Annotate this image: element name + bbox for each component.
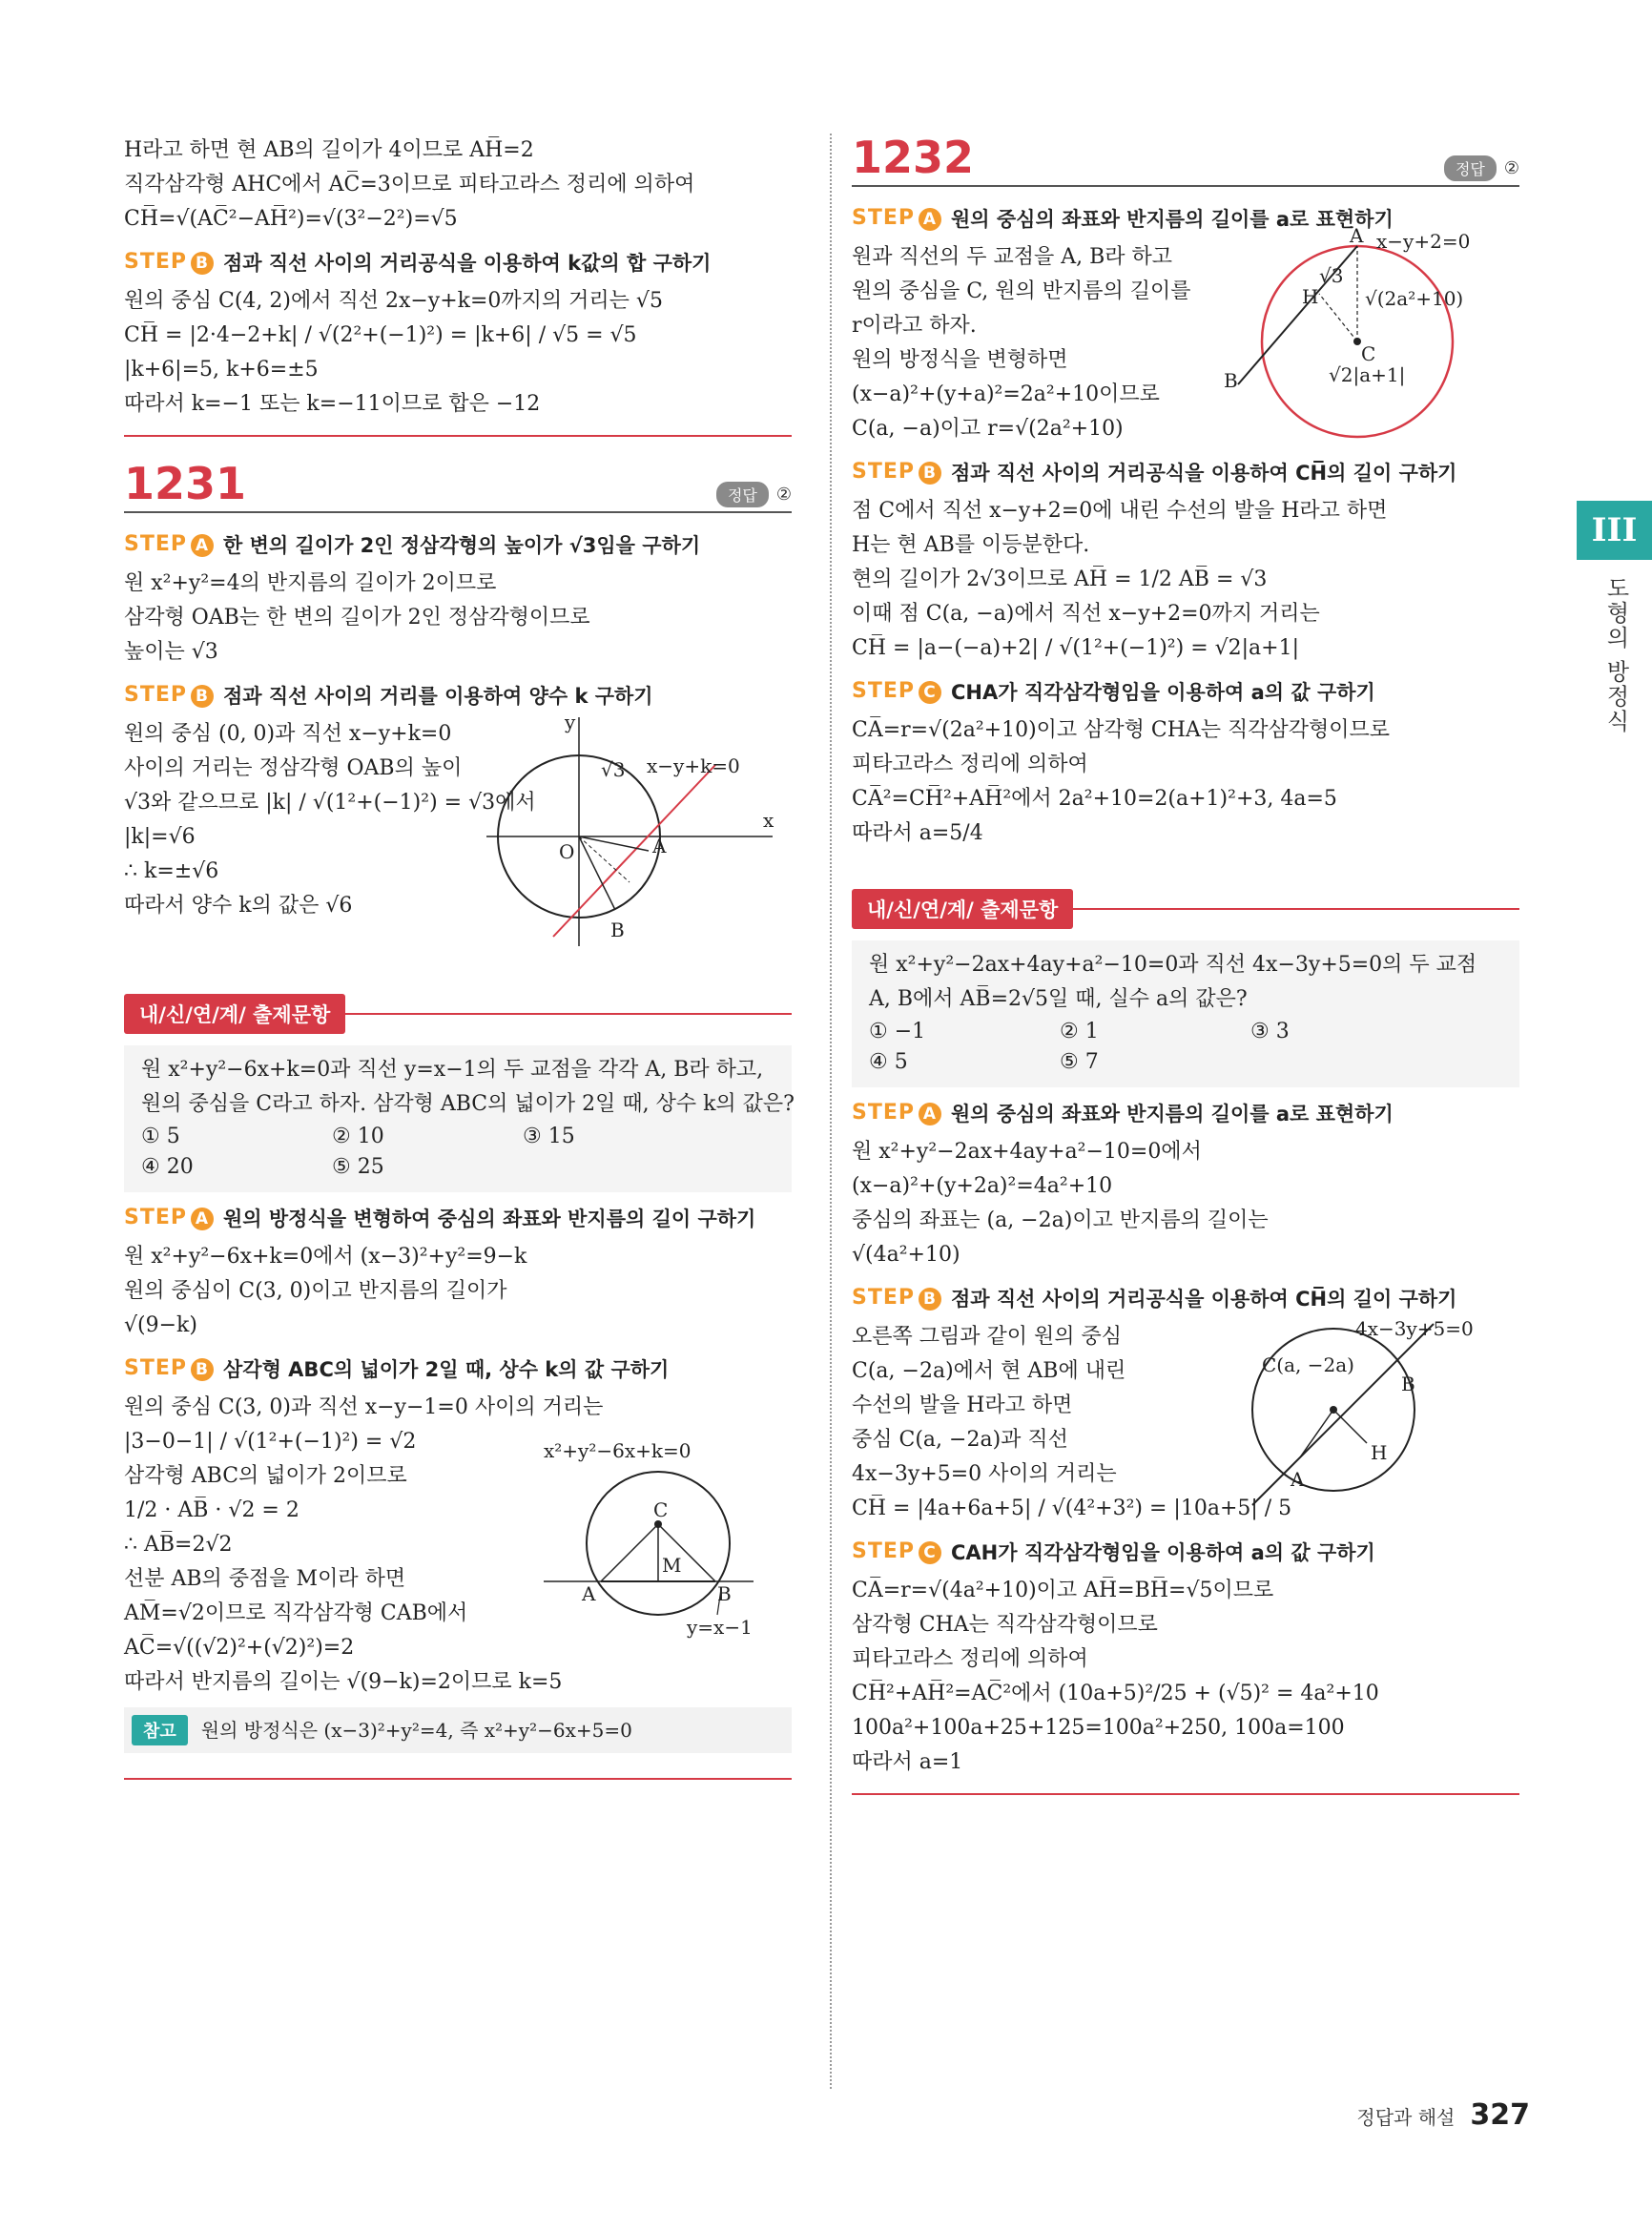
step-label: STEP B <box>852 1286 941 1311</box>
point-c-label: C <box>653 1498 669 1521</box>
answer-value: ② <box>775 485 792 505</box>
text-line: CH̅ = |4a+6a+5| / √(4²+3²) = |10a+5| / 5 <box>852 1497 1292 1520</box>
step-with-figure <box>852 227 1519 446</box>
choice: ① 5 <box>141 1125 180 1148</box>
choice: ① −1 <box>869 1020 926 1043</box>
problem-number: 1232 <box>852 132 975 183</box>
choice: ⑤ 25 <box>332 1155 384 1179</box>
step-badge: A <box>919 208 941 231</box>
segment-ch <box>1319 294 1357 341</box>
step-badge: C <box>919 681 941 704</box>
text-line: CH̅²+AH̅²=AC̅²에서 (10a+5)²/25 + (√5)² = 4a²+10 <box>852 1682 1379 1705</box>
text-line: 삼각형 OAB는 한 변의 길이가 2인 정삼각형이므로 <box>124 606 590 630</box>
choice: ④ 5 <box>869 1050 908 1074</box>
text-line: 원 x²+y²=4의 반지름의 길이가 2이므로 <box>124 571 497 595</box>
step-badge: A <box>191 1208 214 1230</box>
exam-rule <box>345 1013 792 1015</box>
question-line: 원 x²+y²−2ax+4ay+a²−10=0과 직선 4x−3y+5=0의 두 교점 <box>869 953 1477 977</box>
step-header <box>852 1538 1519 1566</box>
step-label: STEP A <box>124 1206 214 1230</box>
step-with-figure <box>852 1317 1519 1526</box>
center-dot <box>1353 338 1361 345</box>
exam-rule <box>1073 908 1519 910</box>
choice: ③ 15 <box>523 1125 575 1148</box>
text-line: 따라서 양수 k의 값은 √6 <box>124 894 353 918</box>
text-line: 원의 중심이 C(3, 0)이고 반지름의 길이가 <box>124 1279 507 1303</box>
step-title: 원의 중심의 좌표와 반지름의 길이를 a로 표현하기 <box>951 208 1394 231</box>
text-line: 100a²+100a+25+125=100a²+250, 100a=100 <box>852 1716 1345 1740</box>
step-badge: A <box>191 534 214 557</box>
text-line: ∴ k=±√6 <box>124 859 219 883</box>
text-line: CH̅ = |2·4−2+k| / √(2²+(−1)²) = |k+6| / √5 = √5 <box>124 323 637 347</box>
line-label: x−y+k=0 <box>647 754 740 777</box>
exam-question <box>124 1045 795 1192</box>
point-b-label: B <box>1224 369 1238 392</box>
point-h-label: H <box>1302 285 1319 308</box>
header-rule <box>124 511 792 513</box>
ah-length-label: √3 <box>1319 264 1344 287</box>
question-line: A, B에서 AB̅=2√5일 때, 실수 a의 값은? <box>869 987 1248 1011</box>
text-line: H라고 하면 현 AB의 길이가 4이므로 AH̅=2 <box>124 138 534 162</box>
text-line: C(a, −2a)에서 현 AB에 내린 <box>852 1359 1126 1383</box>
segment-oa <box>579 836 649 851</box>
figure-circle-exam2 <box>1214 1314 1500 1524</box>
problem-header <box>124 460 792 507</box>
text-line: 따라서 a=5/4 <box>852 821 983 845</box>
step-label: STEP B <box>124 683 214 708</box>
center-dot <box>1330 1406 1337 1414</box>
step-title: 삼각형 ABC의 넓이가 2일 때, 상수 k의 값 구하기 <box>223 1358 670 1381</box>
text-line: r이라고 하자. <box>852 314 977 338</box>
step-header <box>852 677 1519 706</box>
ch-length-label: √2|a+1| <box>1329 363 1406 386</box>
footer-label: 정답과 해설 <box>1356 2106 1456 2129</box>
step-header <box>124 530 792 559</box>
text-line: 직각삼각형 AHC에서 AC̅=3이므로 피타고라스 정리에 의하여 <box>124 173 695 196</box>
text-line: |3−0−1| / √(1²+(−1)²) = √2 <box>124 1430 417 1454</box>
step-badge: B <box>191 685 214 708</box>
exam-tag: 내/신/연/계/ 출제문항 <box>852 889 1073 929</box>
choices <box>141 1122 780 1183</box>
step-title: 원의 방정식을 변형하여 중심의 좌표와 반지름의 길이 구하기 <box>223 1208 756 1230</box>
point-a-label: A <box>652 835 667 857</box>
x-axis-label: x <box>763 809 774 832</box>
text-line: √3와 같으므로 |k| / √(1²+(−1)²) = √3에서 <box>124 791 536 815</box>
header-rule <box>852 185 1519 187</box>
chapter-title: 도형의 방정식 <box>1602 576 1629 734</box>
step-header <box>124 1354 792 1383</box>
step-label: STEP C <box>852 679 941 704</box>
note-text: 원의 방정식은 (x−3)²+y²=4, 즉 x²+y²−6x+5=0 <box>200 1719 632 1742</box>
center-label: C(a, −2a) <box>1262 1353 1354 1376</box>
exam-problem-left <box>124 994 795 1780</box>
text-line: 중심의 좌표는 (a, −2a)이고 반지름의 길이는 <box>852 1208 1269 1232</box>
choice: ② 10 <box>332 1125 384 1148</box>
text-line: 사이의 거리는 정삼각형 OAB의 높이 <box>124 756 463 780</box>
text-line: ∴ AB̅=2√2 <box>124 1533 233 1557</box>
text-line: AC̅=√((√2)²+(√2)²)=2 <box>124 1636 355 1660</box>
problem-number: 1231 <box>124 458 247 509</box>
step-title: 점과 직선 사이의 거리공식을 이용하여 k값의 합 구하기 <box>223 252 712 275</box>
point-a-label: A <box>582 1582 596 1605</box>
step-label: STEP C <box>852 1539 941 1564</box>
step-badge: C <box>919 1541 941 1564</box>
text-line: 삼각형 CHA는 직각삼각형이므로 <box>852 1613 1158 1637</box>
text-line: 원의 중심 C(3, 0)과 직선 x−y−1=0 사이의 거리는 <box>124 1395 604 1419</box>
section-rule <box>852 1793 1519 1795</box>
step-with-figure <box>124 1391 792 1700</box>
point-h-label: H <box>1371 1441 1388 1464</box>
answer-tag: 정답 <box>1444 155 1497 181</box>
note-box <box>124 1707 792 1753</box>
step-with-figure <box>124 711 792 956</box>
step-title: CAH가 직각삼각형임을 이용하여 a의 값 구하기 <box>951 1541 1375 1564</box>
text-line: C(a, −a)이고 r=√(2a²+10) <box>852 417 1124 441</box>
text-line: 피타고라스 정리에 의하여 <box>852 753 1088 776</box>
text-line: |k+6|=5, k+6=±5 <box>124 358 319 382</box>
text-line: (x−a)²+(y+2a)²=4a²+10 <box>852 1174 1113 1198</box>
choice: ④ 20 <box>141 1155 194 1179</box>
step-title: 점과 직선 사이의 거리공식을 이용하여 CH̅의 길이 구하기 <box>951 1288 1457 1311</box>
step-label: STEP A <box>852 1101 941 1125</box>
line-equation-label: y=x−1 <box>687 1616 753 1639</box>
point-c-label: C <box>1361 342 1376 365</box>
text-line: √(9−k) <box>124 1313 197 1337</box>
step-title: 점과 직선 사이의 거리를 이용하여 양수 k 구하기 <box>223 685 653 708</box>
point-b-label: B <box>1401 1373 1415 1395</box>
text-line: 현의 길이가 2√3이므로 AH̅ = 1/2 AB̅ = √3 <box>852 568 1268 591</box>
text-line: 원의 중심 (0, 0)과 직선 x−y+k=0 <box>124 722 452 746</box>
step-badge: B <box>191 252 214 275</box>
chord-line <box>1252 1324 1434 1505</box>
step-title: 한 변의 길이가 2인 정삼각형의 높이가 √3임을 구하기 <box>223 534 701 557</box>
text-line: CA̅=r=√(4a²+10)이고 AH̅=BH̅=√5이므로 <box>852 1579 1274 1602</box>
text-line: 따라서 k=−1 또는 k=−11이므로 합은 −12 <box>124 392 541 416</box>
text-line: 삼각형 ABC의 넓이가 2이므로 <box>124 1464 407 1488</box>
exam-header <box>124 994 792 1034</box>
exam-question <box>852 940 1519 1087</box>
point-m-label: M <box>662 1554 682 1577</box>
step-label: STEP B <box>124 1356 214 1381</box>
choices <box>869 1017 1508 1078</box>
text-line: CH̅=√(AC̅²−AH̅²)=√(3²−2²)=√5 <box>124 207 458 231</box>
text-line: 따라서 반지름의 길이는 √(9−k)=2이므로 k=5 <box>124 1670 563 1694</box>
section-rule <box>124 435 792 437</box>
segment-ob <box>579 836 615 910</box>
problem-header <box>852 134 1519 181</box>
origin-label: O <box>559 840 575 863</box>
text-line: 이때 점 C(a, −a)에서 직선 x−y+2=0까지 거리는 <box>852 602 1320 626</box>
step-title: 원의 중심의 좌표와 반지름의 길이를 a로 표현하기 <box>951 1103 1394 1125</box>
segment-ca <box>601 1524 658 1581</box>
text-line: 수선의 발을 H라고 하면 <box>852 1394 1073 1417</box>
text-line: 오른쪽 그림과 같이 원의 중심 <box>852 1325 1122 1349</box>
step-title: 점과 직선 사이의 거리공식을 이용하여 CH̅의 길이 구하기 <box>951 462 1457 485</box>
text-line: 높이는 √3 <box>124 640 218 664</box>
tangent-line <box>553 765 715 937</box>
text-line: CH̅ = |a−(−a)+2| / √(1²+(−1)²) = √2|a+1| <box>852 636 1300 660</box>
note-tag: 참고 <box>132 1715 188 1745</box>
figure-circle-1232 <box>1214 227 1500 465</box>
page-number: 327 <box>1470 2098 1530 2132</box>
exam-problem-right <box>852 889 1519 1795</box>
exam-header <box>852 889 1519 929</box>
segment-ca <box>1300 1410 1333 1457</box>
figure-circle-exam1 <box>544 1429 792 1648</box>
exam-tag: 내/신/연/계/ 출제문항 <box>124 994 345 1034</box>
line-equation-label: 4x−3y+5=0 <box>1355 1317 1474 1340</box>
point-a-label: A <box>1291 1468 1305 1491</box>
text-line: 원 x²+y²−2ax+4ay+a²−10=0에서 <box>852 1140 1202 1164</box>
circle-equation-label: x²+y²−6x+k=0 <box>544 1439 692 1462</box>
step-badge: B <box>919 1288 941 1311</box>
answer-badge <box>716 482 792 507</box>
step-label: STEP A <box>852 206 941 231</box>
center-dot <box>654 1520 662 1528</box>
choice: ② 1 <box>1060 1020 1099 1043</box>
right-column <box>852 134 1519 1818</box>
text-line: CA̅=r=√(2a²+10)이고 삼각형 CHA는 직각삼각형이므로 <box>852 718 1391 742</box>
text-line: 점 C에서 직선 x−y+2=0에 내린 수선의 발을 H라고 하면 <box>852 499 1388 523</box>
step-header <box>852 1099 1519 1127</box>
text-line: AM̅=√2이므로 직각삼각형 CAB에서 <box>124 1601 468 1625</box>
question-line: 원 x²+y²−6x+k=0과 직선 y=x−1의 두 교점을 각각 A, B라 하고, <box>141 1058 764 1082</box>
question-line: 원의 중심을 C라고 하자. 삼각형 ABC의 넓이가 2일 때, 상수 k의 값은? <box>141 1092 795 1116</box>
step-badge: A <box>919 1103 941 1125</box>
ac-length-label: √(2a²+10) <box>1365 287 1464 310</box>
step-header <box>852 1284 1519 1312</box>
point-a-label: A <box>1350 227 1364 247</box>
text-line: |k|=√6 <box>124 825 196 849</box>
step-header <box>124 681 792 710</box>
step-label: STEP B <box>124 250 214 275</box>
step-badge: B <box>919 462 941 485</box>
text-line: √(4a²+10) <box>852 1243 960 1267</box>
section-rule <box>124 1778 792 1780</box>
text-line: 원의 중심을 C, 원의 반지름의 길이를 <box>852 279 1191 303</box>
text-line: (x−a)²+(y+a)²=2a²+10이므로 <box>852 382 1160 406</box>
problem-1231 <box>124 460 792 956</box>
text-line: 피타고라스 정리에 의하여 <box>852 1647 1088 1671</box>
text-line: H는 현 AB를 이등분한다. <box>852 533 1090 557</box>
y-axis-label: y <box>565 711 576 733</box>
problem-1232 <box>852 134 1519 851</box>
step-title: CHA가 직각삼각형임을 이용하여 a의 값 구하기 <box>951 681 1375 704</box>
column-divider <box>830 134 832 2089</box>
step-header <box>124 248 792 277</box>
text-line: 원의 방정식을 변형하면 <box>852 348 1068 372</box>
page-footer <box>1356 2098 1530 2132</box>
text-line: 4x−3y+5=0 사이의 거리는 <box>852 1462 1117 1486</box>
answer-tag: 정답 <box>716 482 769 507</box>
text-line: CA̅²=CH̅²+AH̅²에서 2a²+10=2(a+1)²+3, 4a=5 <box>852 787 1337 811</box>
point-b-label: B <box>610 919 625 941</box>
text-line: 원과 직선의 두 교점을 A, B라 하고 <box>852 245 1173 269</box>
step-badge: B <box>191 1358 214 1381</box>
text-line: 선분 AB의 중점을 M이라 하면 <box>124 1567 406 1591</box>
text-line: 원 x²+y²−6x+k=0에서 (x−3)²+y²=9−k <box>124 1245 527 1269</box>
left-column <box>124 134 795 1803</box>
height-label: √3 <box>601 758 626 781</box>
figure-circle-1231 <box>477 708 782 956</box>
line-equation-label: x−y+2=0 <box>1376 230 1471 253</box>
step-header <box>124 1204 792 1232</box>
step-label: STEP A <box>124 532 214 557</box>
point-b-label: B <box>717 1582 732 1605</box>
text-line: 중심 C(a, −2a)과 직선 <box>852 1428 1068 1452</box>
segment-ch <box>1333 1410 1367 1443</box>
text-line: 1/2 · AB̅ · √2 = 2 <box>124 1498 299 1522</box>
step-label: STEP B <box>852 460 941 485</box>
text-line: 원의 중심 C(4, 2)에서 직선 2x−y+k=0까지의 거리는 √5 <box>124 289 663 313</box>
height-segment <box>579 836 630 882</box>
chapter-tab: III <box>1577 501 1652 560</box>
choice: ③ 3 <box>1250 1020 1290 1043</box>
answer-badge <box>1444 155 1519 181</box>
answer-value: ② <box>1503 158 1519 178</box>
choice: ⑤ 7 <box>1060 1050 1099 1074</box>
continued-solution <box>124 134 792 437</box>
text-line: 따라서 a=1 <box>852 1750 963 1774</box>
